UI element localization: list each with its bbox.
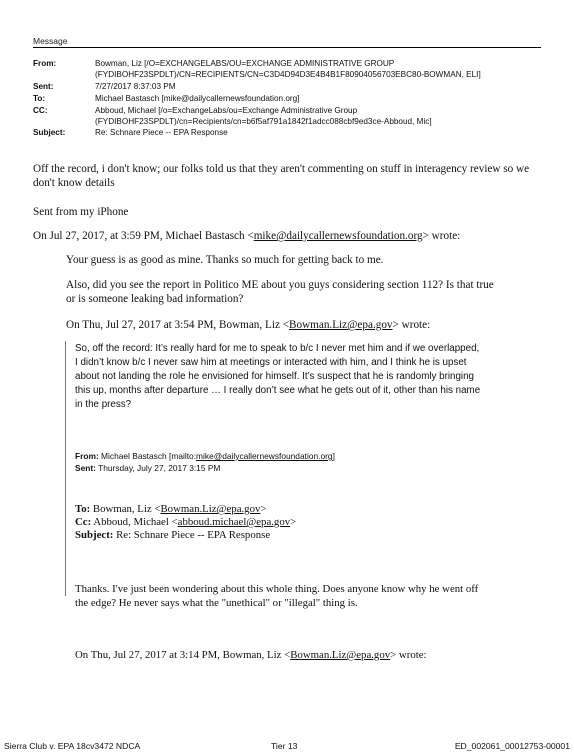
liz-quote <box>75 342 545 412</box>
quote-attribution-1 <box>33 229 460 244</box>
fwd-sent-value: Thursday, July 27, 2017 3:15 PM <box>95 463 221 473</box>
quote-attribution-3 <box>75 648 427 663</box>
fwd-to-value: Bowman, Liz < <box>90 503 161 515</box>
header-cc-row <box>33 105 543 127</box>
fwd-from-key: From: <box>75 451 99 461</box>
attribution-2-prefix: On Thu, Jul 27, 2017 at 3:54 PM, Bowman, Liz < <box>66 319 290 331</box>
attribution-1-prefix: On Jul 27, 2017, at 3:59 PM, Michael Bastasch < <box>33 230 254 242</box>
liz-line-2: I didn’t know b/c I never saw him at meetings or interacted with him, and I think he is upset <box>75 357 467 368</box>
signature: Sent from my iPhone <box>33 206 129 218</box>
fwd-sent-row <box>75 463 220 475</box>
fwd-from-link[interactable]: mike@dailycallernewsfoundation.org <box>196 451 333 461</box>
liz-line-4: this up, months after departure … I really don’t see what he gets out of it, other than his name <box>75 385 481 396</box>
footer-bates: ED_002061_00012753-00001 <box>454 741 570 751</box>
attribution-3-suffix: > wrote: <box>390 649 427 661</box>
thanks-line-1: Thanks. I've just been wondering about this whole thing. Does anyone know why he went off <box>75 583 479 595</box>
fwd-sent-key: Sent: <box>75 463 96 473</box>
footer-tier: Tier 13 <box>271 741 298 751</box>
cc-key: CC: <box>33 106 48 115</box>
to-key: To: <box>33 94 46 103</box>
reply-line-1: Off the record, i don't know; our folks told us that they aren't commenting on stuff in interagency review so we <box>33 163 530 175</box>
liz-line-5: in the press? <box>75 399 132 410</box>
email-link-mike[interactable]: mike@dailycallernewsfoundation.org <box>253 230 423 242</box>
fwd-cc-value: Abboud, Michael < <box>91 516 178 528</box>
fwd-from-value: Michael Bastasch [mailto: <box>98 451 197 461</box>
liz-line-1: So, off the record: It’s really hard for me to speak to b/c I never met him and if we overlapped, <box>75 343 480 354</box>
attribution-2-suffix: > wrote: <box>392 319 431 331</box>
quote-attribution-2 <box>66 318 430 333</box>
fwd-to-link[interactable]: Bowman.Liz@epa.gov <box>160 503 261 515</box>
sent-key: Sent: <box>33 82 54 91</box>
message-label: Message <box>33 36 68 46</box>
email-link-liz[interactable]: Bowman.Liz@epa.gov <box>289 319 393 331</box>
header-divider <box>33 47 541 48</box>
header-from-row <box>33 58 543 80</box>
fwd-cc-end: > <box>290 516 297 528</box>
fwd-subject-row <box>75 528 270 543</box>
subject-key: Subject: <box>33 128 66 137</box>
from-key: From: <box>33 59 57 68</box>
fwd-from-row <box>75 451 335 463</box>
attribution-3-prefix: On Thu, Jul 27, 2017 at 3:14 PM, Bowman, Liz < <box>75 649 291 661</box>
fwd-cc-link[interactable]: abboud.michael@epa.gov <box>177 516 291 528</box>
quote-bar <box>65 341 66 596</box>
mb-line-1: Your guess is as good as mine. Thanks so much for getting back to me. <box>66 254 384 266</box>
reply-line-2: don't know details <box>33 177 115 189</box>
thanks-line-2: the edge? He never says what the "unethical" or "illegal" thing is. <box>75 597 358 609</box>
fwd-subject-key: Subject: <box>75 529 114 541</box>
liz-line-3: about not landing the role he envisioned for himself. It’s suspect that he is randomly bringing <box>75 371 475 382</box>
mb-para2-line-2: or is someone leaking bad information? <box>66 293 244 305</box>
attribution-1-suffix: > wrote: <box>422 230 461 242</box>
to-value: Michael Bastasch [mike@dailycallernewsfoundation.org] <box>95 94 300 103</box>
email-link-liz-2[interactable]: Bowman.Liz@epa.gov <box>290 649 391 661</box>
mb-para2-line-1: Also, did you see the report in Politico ME about you guys considering section 112? Is that true <box>66 279 494 291</box>
fwd-from-end: ] <box>332 451 335 461</box>
fwd-subject-value: Re: Schnare Piece -- EPA Response <box>113 529 271 541</box>
fwd-to-key: To: <box>75 503 91 515</box>
from-value: Bowman, Liz [/O=EXCHANGELABS/OU=EXCHANGE ADMINISTRATIVE GROUP (FYDIBOHF23SPDLT)/CN=RECIPIENTS/CN=C3D4D94D3E4B4B1F80904056703EBC80-BOWMAN, ELI] <box>95 59 481 79</box>
fwd-to-end: > <box>260 503 267 515</box>
cc-value: Abboud, Michael [/o=ExchangeLabs/ou=Exchange Administrative Group (FYDIBOHF23SPDLT)/cn=Recipients/cn=b6f5af791a1842f1adcc088cbf9ed3ce-Abboud, Mic] <box>95 106 432 126</box>
footer-case: Sierra Club v. EPA 18cv3472 NDCA <box>4 741 141 751</box>
subject-value: Re: Schnare Piece -- EPA Response <box>95 128 228 137</box>
sent-value: 7/27/2017 8:37:03 PM <box>95 82 176 91</box>
fwd-cc-key: Cc: <box>75 516 92 528</box>
